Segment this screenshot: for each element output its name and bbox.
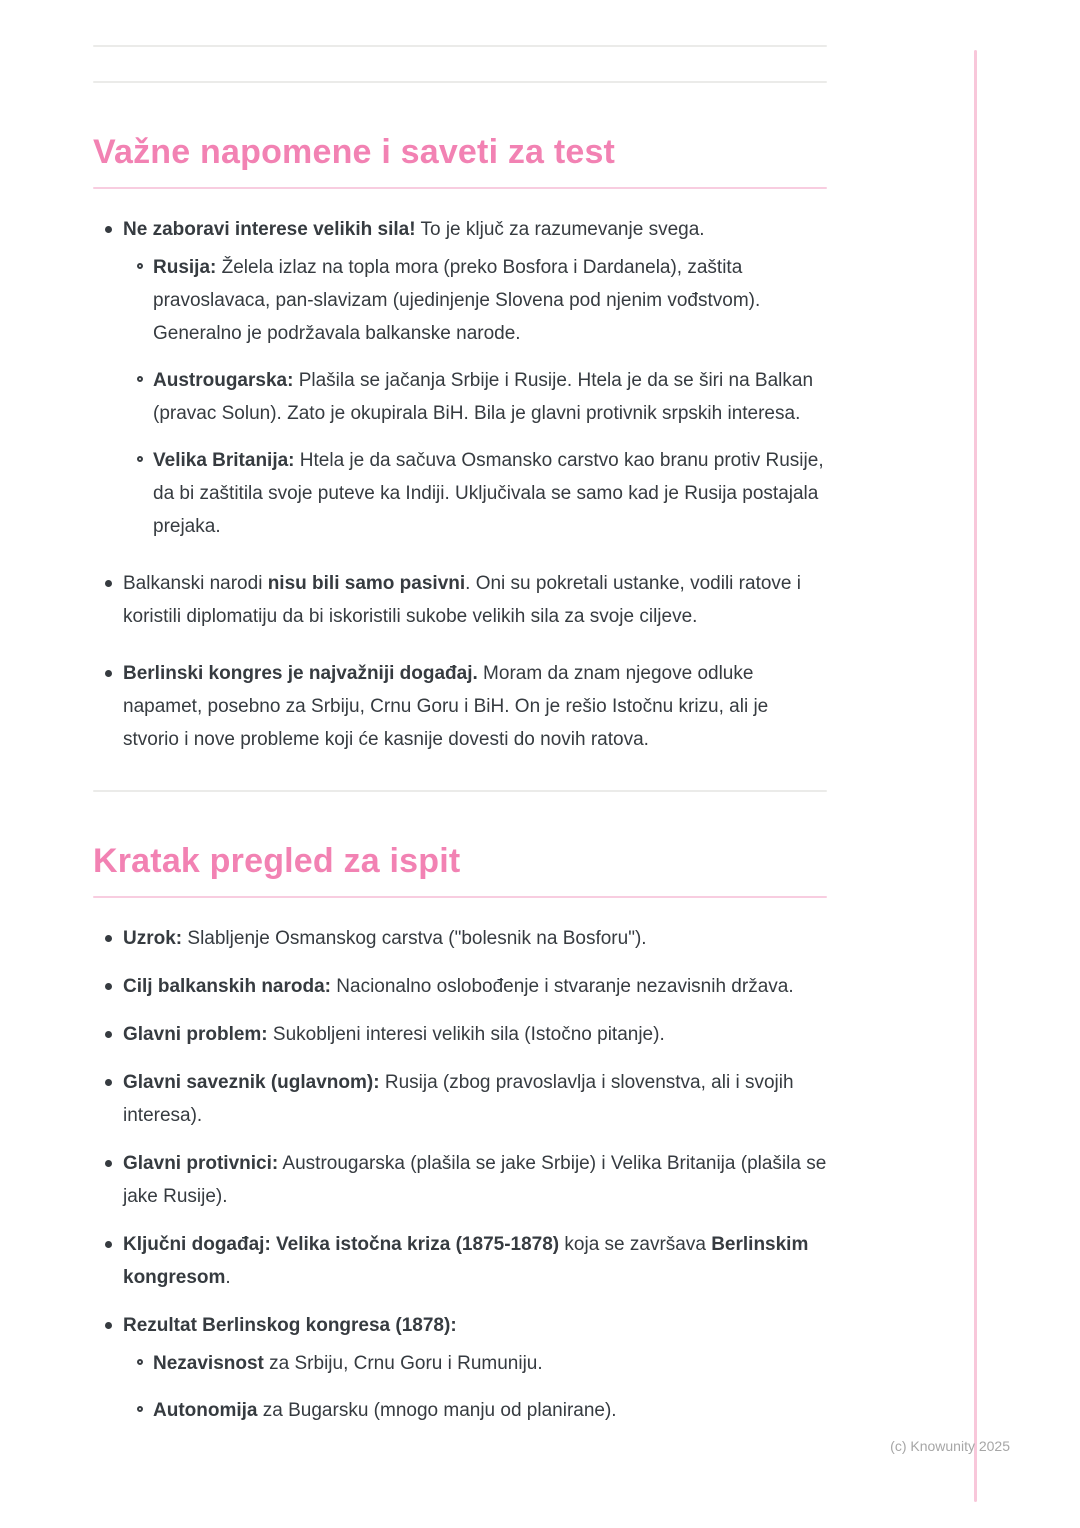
list-item bbox=[93, 970, 827, 1003]
content-column bbox=[93, 0, 827, 1427]
bullet-list bbox=[93, 213, 827, 756]
list-item-text: Glavni saveznik (uglavnom): Rusija (zbog pravoslavlja i slovenstva, ali i svojih interesa). bbox=[123, 1072, 794, 1126]
list-item-text: Rezultat Berlinskog kongresa (1878): bbox=[123, 1315, 457, 1336]
circle-bullet-marker bbox=[137, 263, 143, 269]
heading-underline bbox=[93, 896, 827, 898]
section-title: Važne napomene i saveti za test bbox=[93, 133, 616, 171]
section-divider bbox=[93, 81, 827, 83]
list-item bbox=[93, 213, 827, 543]
section-title: Kratak pregled za ispit bbox=[93, 842, 461, 880]
sub-list-item bbox=[93, 444, 827, 543]
circle-bullet-marker bbox=[137, 1406, 143, 1412]
sub-list-item bbox=[93, 251, 827, 350]
section-important-notes bbox=[93, 131, 827, 756]
disc-bullet-marker bbox=[105, 1079, 112, 1086]
section-divider bbox=[93, 790, 827, 792]
sub-list-item bbox=[93, 364, 827, 430]
list-item-text: Velika Britanija: Htela je da sačuva Osmansko carstvo kao branu protiv Rusije, da bi zaštitila svoje puteve ka Indiji. Uključivala se samo kad je Rusija postajala prejaka. bbox=[153, 450, 824, 537]
list-item bbox=[93, 1018, 827, 1051]
page-accent-line bbox=[974, 50, 977, 1502]
list-item bbox=[93, 657, 827, 756]
heading-underline bbox=[93, 187, 827, 189]
disc-bullet-marker bbox=[105, 935, 112, 942]
sub-list bbox=[93, 251, 827, 543]
list-item-text: Rusija: Želela izlaz na topla mora (preko Bosfora i Dardanela), zaštita pravoslavaca, pan-slavizam (ujedinjenje Slovena pod njenim vođstvom). Generalno je podržavala balkanske narode. bbox=[153, 257, 761, 344]
list-item-text: Austrougarska: Plašila se jačanja Srbije i Rusije. Htela je da se širi na Balkan (pravac Solun). Zato je okupirala BiH. Bila je glavni protivnik srpskih interesa. bbox=[153, 370, 814, 424]
disc-bullet-marker bbox=[105, 1322, 112, 1329]
list-item bbox=[93, 1147, 827, 1213]
list-item-text: Glavni problem: Sukobljeni interesi velikih sila (Istočno pitanje). bbox=[123, 1024, 665, 1045]
list-item-text: Glavni protivnici: Austrougarska (plašila se jake Srbije) i Velika Britanija (plašila se jake Rusije). bbox=[123, 1153, 827, 1207]
disc-bullet-marker bbox=[105, 1031, 112, 1038]
list-item bbox=[93, 1066, 827, 1132]
disc-bullet-marker bbox=[105, 226, 112, 233]
list-item-text: Autonomija za Bugarsku (mnogo manju od planirane). bbox=[153, 1400, 617, 1421]
disc-bullet-marker bbox=[105, 1241, 112, 1248]
list-item-text: Cilj balkanskih naroda: Nacionalno oslobođenje i stvaranje nezavisnih država. bbox=[123, 976, 794, 997]
list-item bbox=[93, 1309, 827, 1427]
circle-bullet-marker bbox=[137, 456, 143, 462]
disc-bullet-marker bbox=[105, 1160, 112, 1167]
watermark: (c) Knowunity 2025 bbox=[890, 1438, 1010, 1454]
list-item bbox=[93, 1228, 827, 1294]
circle-bullet-marker bbox=[137, 1359, 143, 1365]
disc-bullet-marker bbox=[105, 983, 112, 990]
sub-list-item bbox=[93, 1394, 827, 1427]
list-item bbox=[93, 922, 827, 955]
top-divider bbox=[93, 45, 827, 47]
list-item-text: Ne zaboravi interese velikih sila! To je ključ za razumevanje svega. bbox=[123, 219, 705, 240]
list-item bbox=[93, 567, 827, 633]
list-item-text: Balkanski narodi nisu bili samo pasivni. Oni su pokretali ustanke, vodili ratove i koristili diplomatiju da bi iskoristili sukobe velikih sila za svoje ciljeve. bbox=[123, 573, 801, 627]
disc-bullet-marker bbox=[105, 580, 112, 587]
bullet-list bbox=[93, 922, 827, 1427]
list-item-text: Uzrok: Slabljenje Osmanskog carstva ("bolesnik na Bosforu"). bbox=[123, 928, 647, 949]
disc-bullet-marker bbox=[105, 670, 112, 677]
list-item-text: Berlinski kongres je najvažniji događaj. Moram da znam njegove odluke napamet, posebno za Srbiju, Crnu Goru i BiH. On je rešio Istočnu krizu, ali je stvorio i nove probleme koji će kasnije dovesti do novih ratova. bbox=[123, 663, 769, 750]
list-item-text: Nezavisnost za Srbiju, Crnu Goru i Rumuniju. bbox=[153, 1353, 543, 1374]
section-exam-overview bbox=[93, 840, 827, 1427]
sub-list-item bbox=[93, 1347, 827, 1380]
sub-list bbox=[93, 1347, 827, 1427]
list-item-text: Ključni događaj: Velika istočna kriza (1875-1878) koja se završava Berlinskim kongresom. bbox=[123, 1234, 809, 1288]
circle-bullet-marker bbox=[137, 376, 143, 382]
